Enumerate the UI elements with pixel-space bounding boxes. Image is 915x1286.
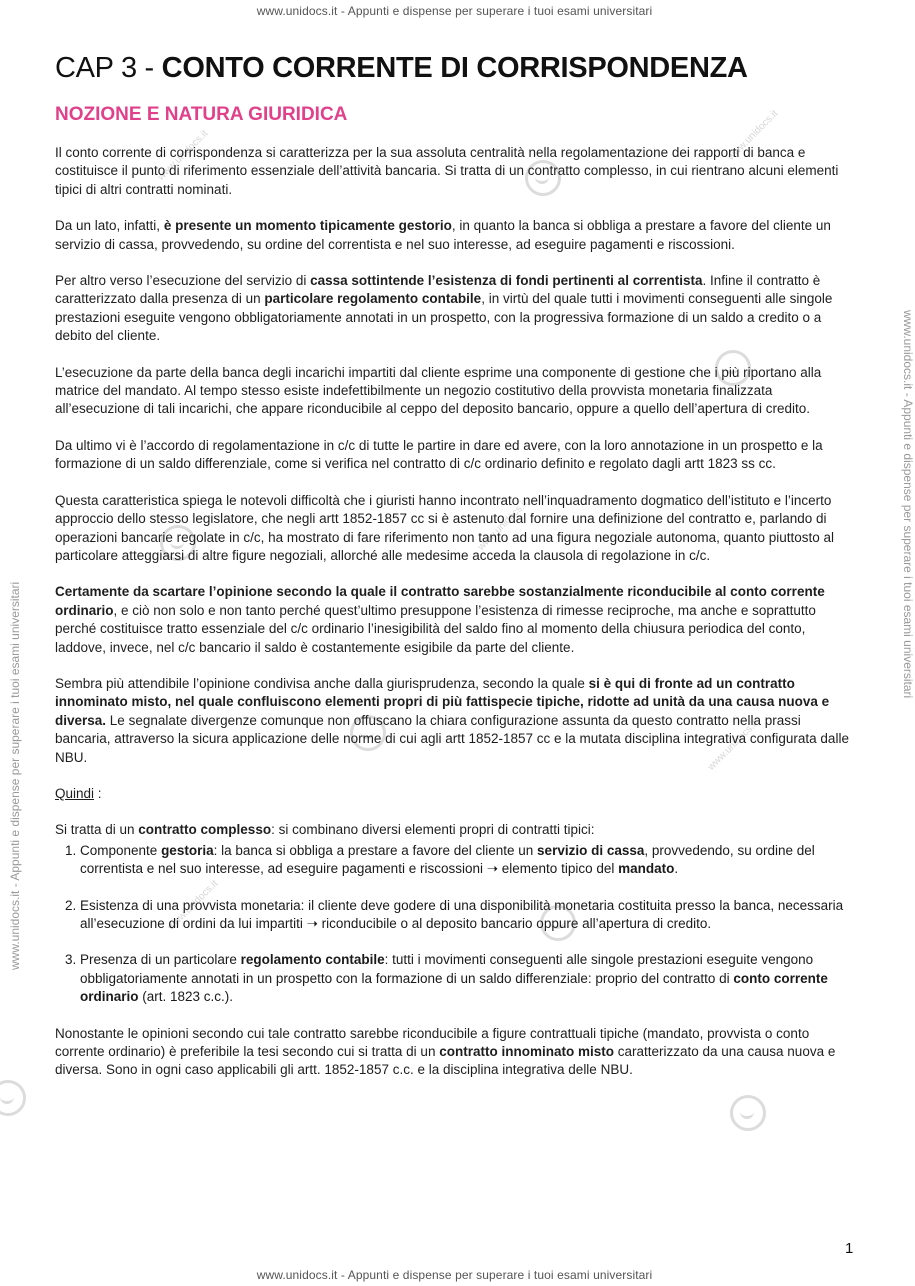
right-side-watermark: www.unidocs.it - Appunti e dispense per superare i tuoi esami universitari	[901, 310, 915, 699]
elements-list	[55, 842, 855, 1007]
paragraph-4: L’esecuzione da parte della banca degli incarichi impartiti dal cliente esprime una componente di gestione che i più riportano alla matrice del mandato. Al tempo stesso esiste indefettibilmente un negozio costitutivo della provvista monetaria finalizzata all’esecuzione di tali incarichi, che appare riconducibile al ceppo del deposito bancario, oppure a quello dell’apertura di credito.	[55, 364, 822, 417]
paragraph-1: Il conto corrente di corrispondenza si caratterizza per la sua assoluta centralità nella regolamentazione dei rapporti di banca e costituisce il punto di riferimento essenziale dell’attività bancaria. Si tratta di un contratto complesso, in cui rientrano alcuni elementi tipici di altri contratti nominati.	[55, 145, 839, 197]
left-side-watermark: www.unidocs.it - Appunti e dispense per superare i tuoi esami universitari	[8, 581, 22, 970]
unidocs-logo-icon	[730, 1095, 766, 1131]
paragraph-10: Nonostante le opinioni secondo cui tale contratto sarebbe riconducibile a figure contrattuali tipiche (mandato, provvista o conto corrente ordinario) è preferibile la tesi secondo cui si tratta di un contratto innominato misto caratterizzato da una causa nuova e diversa. Sono in ogni caso applicabili gli artt. 1852-1857 c.c. e la disciplina integrativa delle NBU.	[55, 1025, 836, 1078]
list-item: 1. Componente gestoria: la banca si obbliga a prestare a favore del cliente un servizio di cassa, provvedendo, su ordine del correntista e nel suo interesse, ad eseguire pagamenti e riscossioni ➝ elemento tipico del mandato.	[80, 842, 855, 879]
paragraph-3: Per altro verso l’esecuzione del servizio di cassa sottintende l’esistenza di fondi pertinenti al correntista. Infine il contratto è caratterizzato dalla presenza di un particolare regolamento contabile, in virtù del quale tutti i movimenti conseguenti alle singole prestazioni eseguite vengono obbligatoriamente annotati in un prospetto, con la progressiva formazione di un saldo a credito o a debito del cliente.	[55, 273, 833, 344]
list-item: 3. Presenza di un particolare regolamento contabile: tutti i movimenti conseguenti alle singole prestazioni eseguite vengono obbligatoriamente annotati in un prospetto con la formazione di un saldo differenziale: proprio del contratto di conto corrente ordinario (art. 1823 c.c.).	[80, 951, 855, 1006]
chapter-number: CAP 3 -	[55, 52, 162, 84]
diagonal-watermark: www.unidocs.it	[155, 128, 211, 183]
document-body	[55, 48, 855, 1098]
paragraph-6: Questa caratteristica spiega le notevoli difficoltà che i giuristi hanno incontrato nell’inquadramento dogmatico dell’istituto e l’incerto approccio dello stesso legislatore, che negli artt 1852-1857 cc si è astenuto dal fornire una definizione del contratto e, parlando di operazioni bancarie regolate in c/c, ha mostrato di fare riferimento non tanto ad una figura negoziale autonoma, quanto piuttosto al particolare atteggiarsi di altre figure negoziali, allorché alle medesime acceda la clausola di regolazione in c/c.	[55, 492, 834, 563]
paragraph-8: Sembra più attendibile l’opinione condivisa anche dalla giurisprudenza, secondo la quale si è qui di fronte ad un contratto innominato misto, nel quale confluiscono elementi propri di più fattispecie tipiche, ridotte ad unità da una causa nuova e diversa. Le segnalate divergenze comunque non offuscano la chiara configurazione assunta da questo contratto nella prassi bancaria, attraverso la sicura applicazione delle norme di cui agli artt 1852-1857 cc e la mutata disciplina integrativa configurata dalle NBU.	[55, 675, 849, 765]
paragraph-5: Da ultimo vi è l’accordo di regolamentazione in c/c di tutte le partire in dare ed avere, con la loro annotazione in un prospetto e la formazione di un saldo differenziale, come si verifica nel contratto di c/c ordinario definito e regolato dagli artt 1823 ss cc.	[55, 437, 823, 472]
header-watermark: www.unidocs.it - Appunti e dispense per superare i tuoi esami universitari	[256, 4, 653, 18]
diagonal-watermark: www.unidocs.it	[725, 108, 781, 163]
list-item: 2. Esistenza di una provvista monetaria: il cliente deve godere di una disponibilità monetaria costituita presso la banca, necessaria all’esecuzione di ordini da lui impartiti ➝ riconducibile o al deposito bancario oppure all’apertura di credito.	[80, 897, 855, 934]
quindi-label: Quindi :	[55, 785, 102, 801]
chapter-title-text: CONTO CORRENTE DI CORRISPONDENZA	[161, 52, 748, 84]
paragraph-7: Certamente da scartare l’opinione secondo la quale il contratto sarebbe sostanzialmente riconducibile al conto corrente ordinario, e ciò non solo e non tanto perché quest’ultimo presuppone l’esistenza di rimesse reciproche, ma anche e soprattutto perché costituisce tratto essenziale del c/c ordinario l’inesigibilità del saldo fino al momento della chiusura periodica del conto, laddove, invece, nel c/c bancario il saldo è costantemente esigibile da parte del cliente.	[55, 584, 825, 655]
diagonal-watermark: www.unidocs.it	[475, 498, 531, 553]
page-number: 1	[845, 1240, 854, 1257]
diagonal-watermark: www.unidocs.it	[705, 718, 761, 773]
paragraph-2: Da un lato, infatti, è presente un momento tipicamente gestorio, in quanto la banca si obbliga a prestare a favore del cliente un servizio di cassa, provvedendo, su ordine del correntista e nel suo interesse, ad eseguire pagamenti e riscossioni.	[55, 218, 831, 252]
unidocs-logo-icon	[0, 1080, 26, 1116]
footer-watermark: www.unidocs.it - Appunti e dispense per superare i tuoi esami universitari	[256, 1268, 653, 1282]
paragraph-9: Si tratta di un contratto complesso: si combinano diversi elementi propri di contratti tipici:	[55, 822, 595, 838]
chapter-title	[55, 48, 855, 88]
diagonal-watermark: www.unidocs.it	[165, 878, 221, 933]
section-heading: NOZIONE E NATURA GIURIDICA	[55, 104, 348, 125]
